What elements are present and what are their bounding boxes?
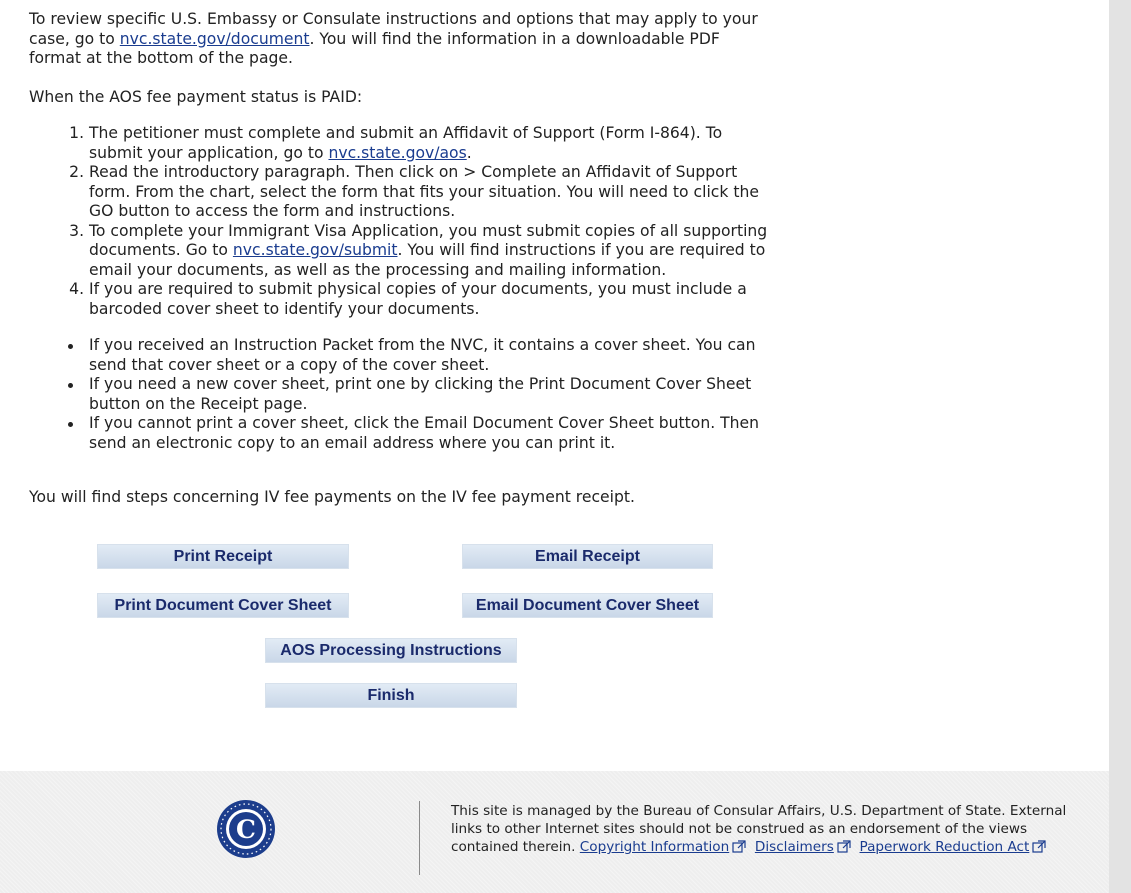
list-item: If you need a new cover sheet, print one by clicking the Print Document Cover Sheet button on the Receipt page.	[89, 375, 769, 414]
footer-divider	[419, 801, 420, 875]
email-cover-sheet-button[interactable]: Email Document Cover Sheet	[462, 593, 713, 618]
paperwork-reduction-act-link[interactable]: Paperwork Reduction Act	[859, 839, 1030, 855]
step-text: To complete your Immigrant Visa Application, you must submit copies of all supporting documents. Go to	[89, 221, 768, 259]
intro-text: To review specific U.S. Embassy or Consulate instructions and options that may apply to your case, go to	[29, 10, 758, 48]
aos-link[interactable]: nvc.state.gov/aos	[328, 143, 467, 162]
step-text-end: . You will find instructions if you are required to email your documents, as well as the processing and mailing information.	[89, 241, 766, 279]
footer-text	[451, 802, 1071, 856]
finish-button[interactable]: Finish	[265, 683, 517, 708]
main-content	[29, 10, 769, 508]
submit-link[interactable]: nvc.state.gov/submit	[232, 241, 398, 259]
intro-paragraph	[29, 10, 769, 69]
step-text: The petitioner must complete and submit an Affidavit of Support (Form I-864). To submit your application, go to	[89, 124, 723, 162]
copyright-link[interactable]: Copyright Information	[579, 839, 730, 855]
external-link-icon	[837, 840, 851, 853]
seal-letter: C	[236, 815, 256, 844]
print-cover-sheet-button[interactable]: Print Document Cover Sheet	[97, 593, 349, 618]
step-item: 4. If you are required to submit physical copies of your documents, you must include a barcoded cover sheet to identify your documents.	[89, 280, 769, 319]
external-link-icon	[732, 840, 746, 853]
step-item: 2. Read the introductory paragraph. Then click on > Complete an Affidavit of Support form. From the chart, select the form that fits your situation. You will need to click the GO button to access the form and instructions.	[89, 163, 769, 222]
disclaimers-link[interactable]: Disclaimers	[754, 839, 834, 855]
aos-processing-instructions-button[interactable]: AOS Processing Instructions	[265, 638, 517, 663]
document-link[interactable]: nvc.state.gov/document	[119, 29, 310, 48]
steps-list	[29, 124, 769, 319]
step-item	[89, 124, 769, 163]
cover-sheet-list	[29, 336, 769, 453]
iv-fee-note: You will find steps concerning IV fee payments on the IV fee payment receipt.	[29, 488, 635, 506]
vertical-scrollbar[interactable]	[1109, 0, 1131, 893]
footer	[0, 771, 1109, 893]
print-receipt-button[interactable]: Print Receipt	[97, 544, 349, 569]
external-link-icon	[1032, 840, 1046, 853]
email-receipt-button[interactable]: Email Receipt	[462, 544, 713, 569]
step-text-end: .	[466, 143, 472, 162]
paid-heading: When the AOS fee payment status is PAID:	[29, 87, 363, 106]
intro-text-end: . You will find the information in a downloadable PDF format at the bottom of the page.	[29, 29, 720, 67]
list-item: If you cannot print a cover sheet, click the Email Document Cover Sheet button. Then send an electronic copy to an email address where you can print it.	[89, 414, 769, 453]
list-item: If you received an Instruction Packet from the NVC, it contains a cover sheet. You can send that cover sheet or a copy of the cover sheet.	[89, 336, 769, 375]
step-item	[89, 222, 769, 281]
footer-disclaimer-text: This site is managed by the Bureau of Consular Affairs, U.S. Department of State. External links to other Internet sites should not be construed as an endorsement of the views contained therein.	[451, 803, 1067, 855]
consular-seal-icon	[216, 799, 276, 859]
